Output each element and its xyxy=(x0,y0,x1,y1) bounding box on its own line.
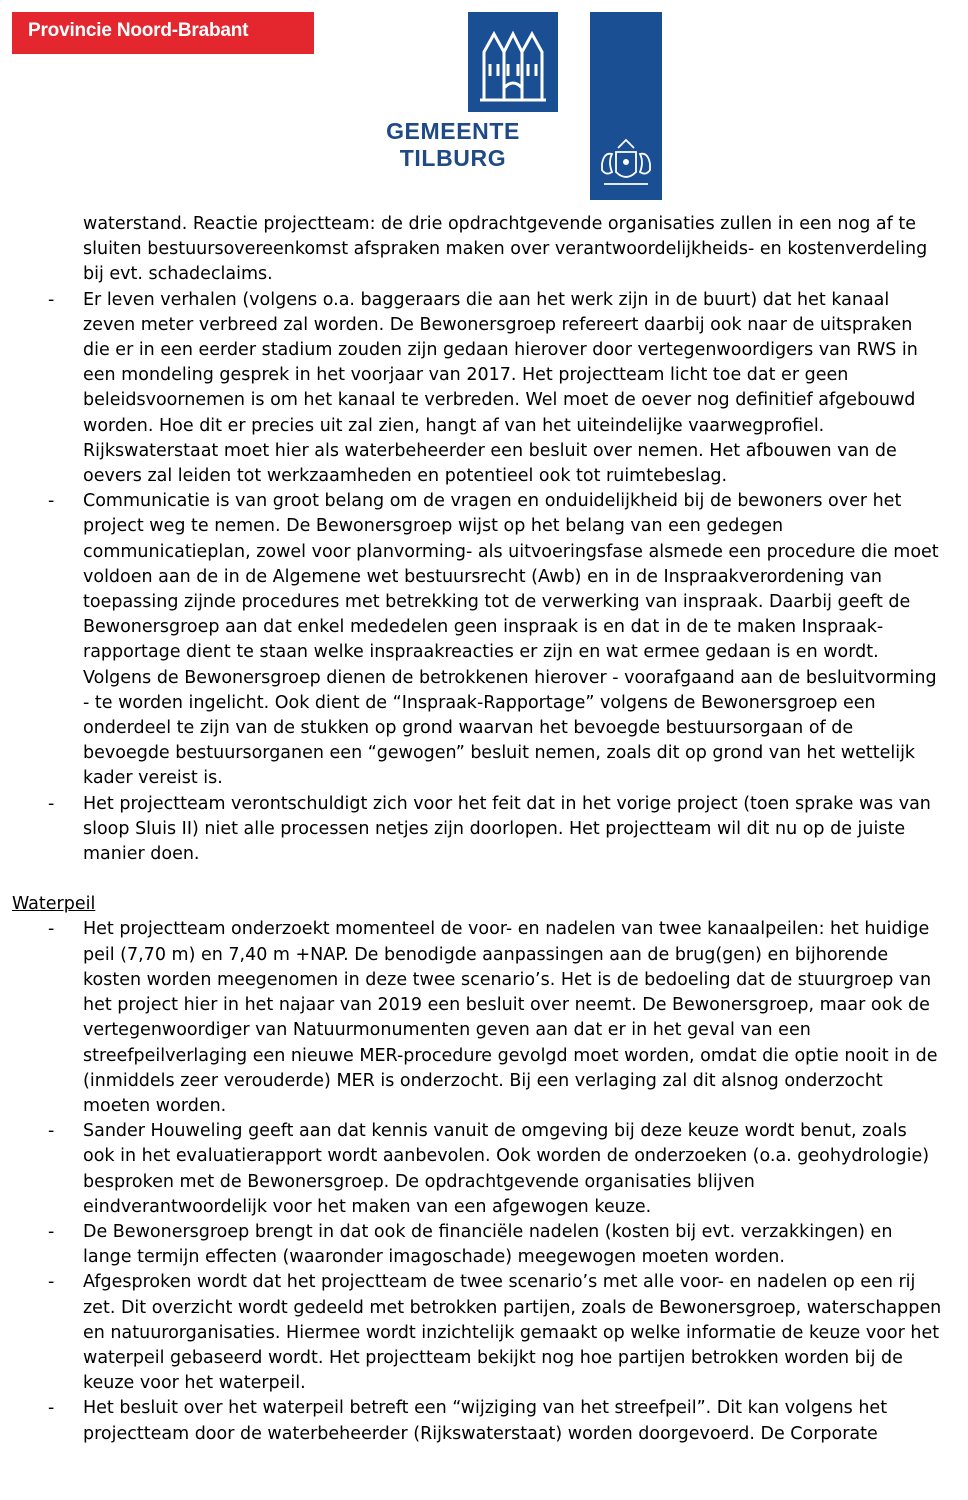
document-body xyxy=(12,212,942,1447)
bullet-list-continued xyxy=(12,212,942,867)
bullet-dash: - xyxy=(48,289,55,310)
bullet-dash: - xyxy=(48,1221,55,1242)
list-item xyxy=(12,917,942,1119)
list-item-text: Afgesproken wordt dat het projectteam de twee scenario’s met alle voor- en nadelen op een rij zet. Dit overzicht wordt gedeeld met betrokken partijen, zoals de Bewonersgroep, waterschappen en natuurorganisaties. Hiermee wordt inzichtelijk gemaakt op welke informatie de keuze voor het waterpeil gebaseerd wordt. Het projectteam bekijkt nog hoe partijen betrokken worden bij de keuze voor het waterpeil. xyxy=(83,1272,942,1394)
paragraph-spacer xyxy=(12,867,942,892)
list-item xyxy=(12,792,942,868)
list-item-text: Communicatie is van groot belang om de vragen en onduidelijkheid bij de bewoners over het project weg te nemen. De Bewonersgroep wijst op het belang van een gedegen communicatieplan, zowel voor planvorming- als uitvoeringsfase alsmede een procedure die moet voldoen aan de in de Algemene wet bestuursrecht (Awb) en in de Inspraakverordening van toepassing zijnde procedures met betrekking tot de verwerking van inspraak. Daarbij geeft de Bewonersgroep aan dat enkel mededelen geen inspraak is en dat in de te maken Inspraak-rapportage dient te staan welke inspraakreacties er zijn en wat ermee gedaan is en wordt. Volgens de Bewonersgroep dienen de betrokkenen hierover - voorafgaand aan de besluitvorming - te worden ingelicht. Ook dient de “Inspraak-Rapportage” volgens de Bewonersgroep een onderdeel te zijn van de stukken op grond waarvan het bevoegde bestuursorgaan of de bevoegde bestuursorganen een “gewogen” besluit nemen, zoals dit op grond van het wettelijk kader vereist is. xyxy=(83,491,939,789)
list-item-continuation xyxy=(12,212,942,288)
list-item xyxy=(12,1270,942,1396)
list-item xyxy=(12,489,942,791)
list-item xyxy=(12,288,942,490)
list-item-text: Sander Houweling geeft aan dat kennis vanuit de omgeving bij deze keuze wordt benut, zoals ook in het evaluatierapport wordt aanbevolen. Ook worden de onderzoeken (o.a. geohydrologie) besproken met de Bewonersgroep. De opdrachtgevende organisaties blijven eindverantwoordelijk voor het maken van een afgewogen keuze. xyxy=(83,1121,930,1217)
tilburg-castle-icon xyxy=(468,12,558,112)
page-header xyxy=(0,0,968,205)
rijksoverheid-logo-bar xyxy=(590,12,662,200)
castle-emblem-icon xyxy=(468,12,558,112)
bullet-dash: - xyxy=(48,1121,55,1142)
list-item-text: Het projectteam onderzoekt momenteel de voor- en nadelen van twee kanaalpeilen: het huidige peil (7,70 m) en 7,40 m +NAP. De benodigde aanpassingen aan de brug(gen) en bijhorende kosten worden meegenomen in deze twee scenario’s. Het is de bedoeling dat de stuurgroep van het project hier in het najaar van 2019 een besluit over neemt. De Bewonersgroep, maar ook de vertegenwoordiger van Natuurmonumenten geven aan dat er in het geval van een streefpeilverlaging een nieuwe MER-procedure gevolgd moet worden, omdat die optie nooit in de (inmiddels zeer verouderde) MER is onderzocht. Bij een verlaging zal dit alsnog onderzocht moeten worden. xyxy=(83,919,938,1116)
bullet-dash: - xyxy=(48,1398,55,1419)
list-item xyxy=(12,1220,942,1270)
bullet-dash: - xyxy=(48,793,55,814)
list-item xyxy=(12,1119,942,1220)
coat-of-arms-icon xyxy=(590,12,662,200)
province-noord-brabant-logo: Provincie Noord-Brabant xyxy=(12,12,314,54)
list-item xyxy=(12,1396,942,1446)
bullet-dash: - xyxy=(48,1272,55,1293)
list-item-text: Het besluit over het waterpeil betreft een “wijziging van het streefpeil”. Dit kan volgens het projectteam door de waterbeheerder (Rijkswaterstaat) worden doorgevoerd. De Corporate xyxy=(83,1398,888,1444)
bullet-dash: - xyxy=(48,491,55,512)
list-item-text: Er leven verhalen (volgens o.a. baggeraars die aan het werk zijn in de buurt) dat het kanaal zeven meter verbreed zal worden. De Bewonersgroep refereert daarbij ook naar de uitspraken die er in een eerder stadium zouden zijn gedaan hierover door vertegenwoordigers van RWS in een mondeling gesprek in het voorjaar van 2017. Het projectteam licht toe dat er geen beleidsvoornemen is om het kanaal te verbreden. Wel moet de oever nog definitief afgebouwd worden. Hoe dit er precies uit zal zien, hangt af van het uiteindelijke vaarwegprofiel. Rijkswaterstaat moet hier als waterbeheerder een besluit over nemen. Het afbouwen van de oevers zal leiden tot werkzaamheden en potentieel ook tot ruimtebeslag. xyxy=(83,289,918,487)
bullet-dash: - xyxy=(48,919,55,940)
gemeente-tilburg-logo-text: GEMEENTE TILBURG xyxy=(386,118,520,171)
section-heading-waterpeil: Waterpeil xyxy=(12,894,96,915)
bullet-list-waterpeil xyxy=(12,917,942,1446)
list-item-text: Het projectteam verontschuldigt zich voor het feit dat in het vorige project (toen sprake was van sloop Sluis II) niet alle processen netjes zijn doorlopen. Het projectteam wil dit nu op de juiste manier doen. xyxy=(83,793,931,865)
paragraph-text: waterstand. Reactie projectteam: de drie opdrachtgevende organisaties zullen in een nog af te sluiten bestuursovereenkomst afspraken maken over verantwoordelijkheids- en kostenverdeling bij evt. schadeclaims. xyxy=(83,214,928,285)
list-item-text: De Bewonersgroep brengt in dat ook de financiële nadelen (kosten bij evt. verzakkingen) en lange termijn effecten (waaronder imagoschade) meegewogen moeten worden. xyxy=(83,1221,893,1268)
